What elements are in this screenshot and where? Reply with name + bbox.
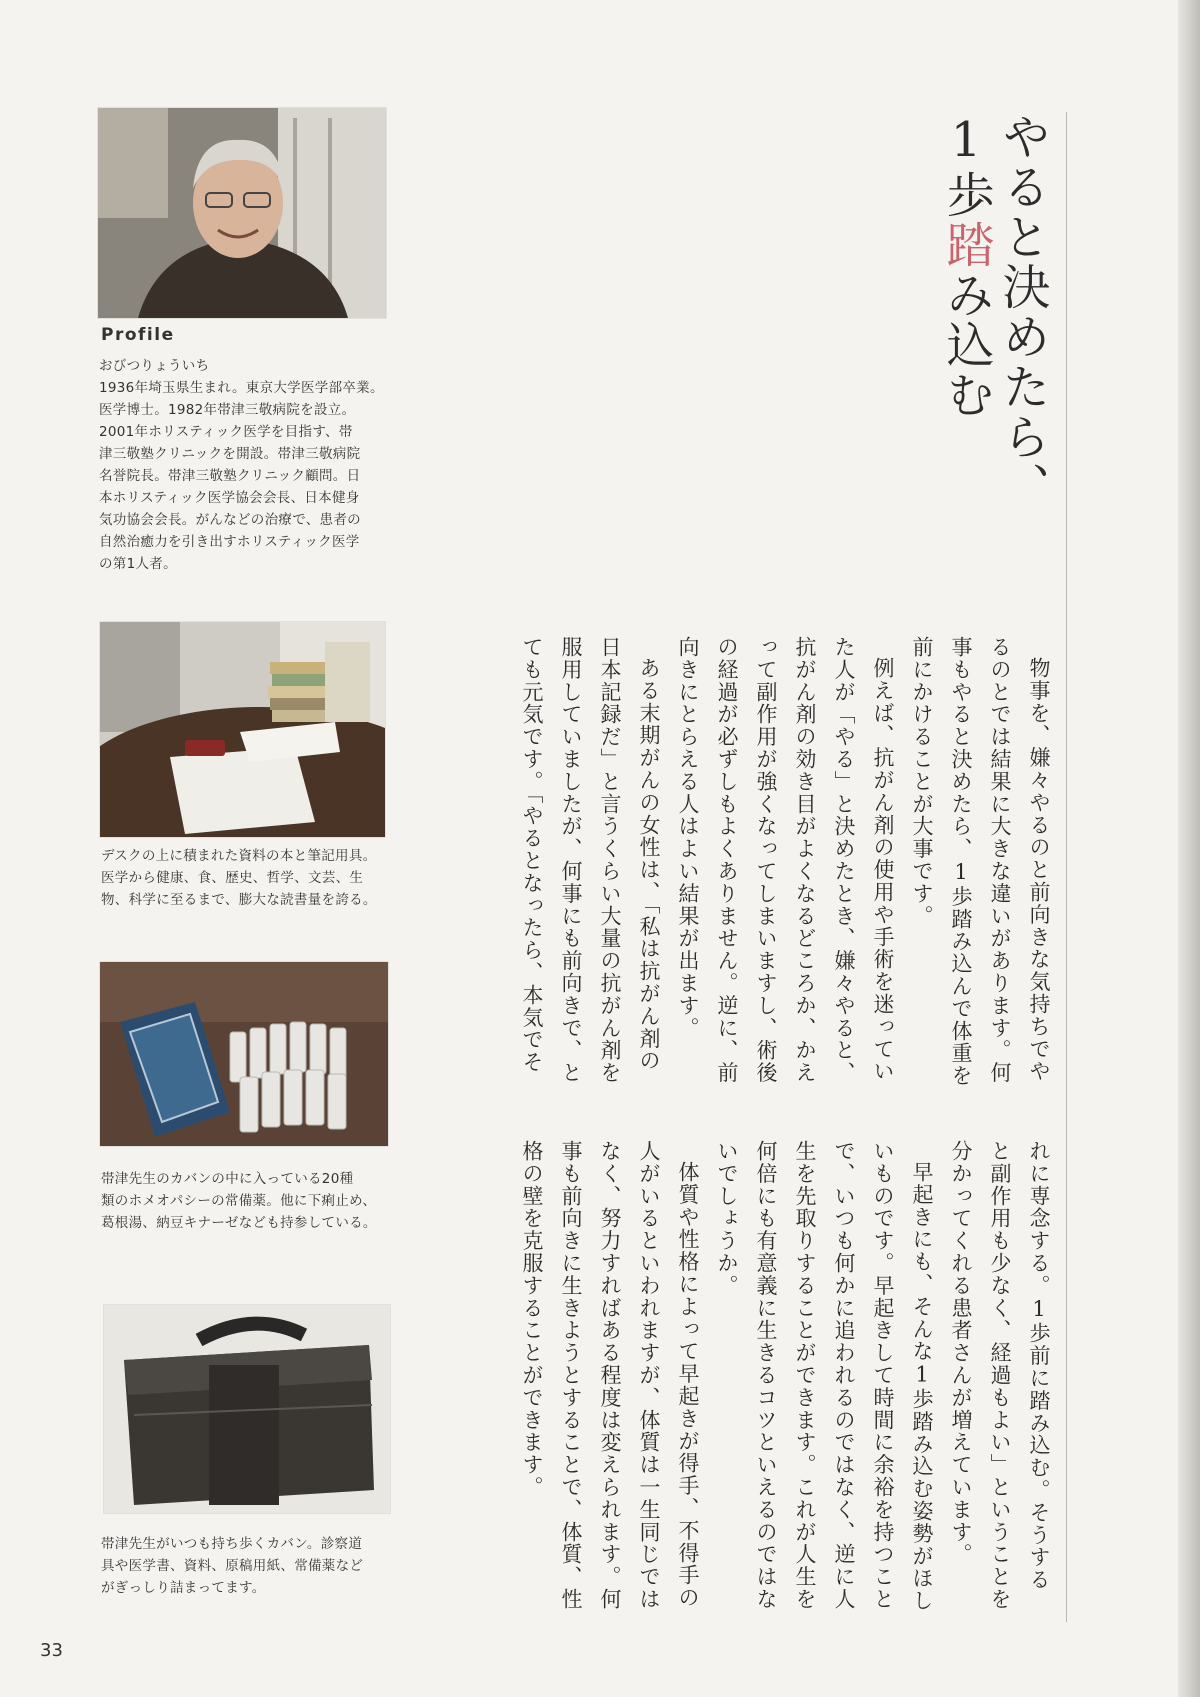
article-title [938,112,1050,632]
title-accent-char: 踏 [938,220,994,270]
body-paragraph: れに専念する。1歩前に踏み込む。そうすると副作用も少なく、経過もよい」ということを分かってくれる患者さんが増えています。 [949,1140,1051,1611]
doctor-bag-photo [104,1305,390,1513]
body-paragraph: ある末期がんの女性は、「私は抗がん剤の日本記録だ」と言うくらい大量の抗がん剤を服用していましたが、何事にも前向きで、とても元気です。「やるとなったら、本気でそ [520,636,661,1084]
body-text-top [512,636,1058,1091]
profile-text: おびつりょういち 1936年埼玉県生まれ。東京大学医学部卒業。 医学博士。1982年帯津三敬病院を設立。 2001年ホリスティック医学を目指す、帯 津三敬塾クリニックを開設。帯津三敬病院 名誉院長。帯津三敬塾クリニック顧問。日 本ホリスティック医学協会会長、日本健身 気功協会会長。がんなどの治療で、患者の 自然治癒力を引き出すホリスティック医学 の第1人者。 [99,358,384,572]
profile-heading: Profile [101,325,175,345]
remedy-bottles-photo [100,962,388,1146]
doctor-bag-caption: 帯津先生がいつも持ち歩くカバン。診察道 具や医学書、資料、原稿用紙、常備薬など がぎっしり詰まってます。 [101,1536,364,1596]
page-number: 33 [40,1640,63,1661]
page-edge [1178,0,1200,1697]
desk-caption: デスクの上に積まれた資料の本と筆記用具。 医学から健康、食、歴史、哲学、文芸、生 物、科学に至るまで、膨大な読書量を誇る。 [101,848,377,908]
body-paragraph: 例えば、抗がん剤の使用や手術を迷っていた人が「やる」と決めたとき、嫌々やると、抗がん剤の効き目がよくなるどころか、かえって副作用が強くなってしまいますし、術後の経過が必ずしもよくありません。逆に、前向きにとらえる人はよい結果が出ます。 [676,636,895,1084]
title-line-2: 1歩踏み込む [938,112,994,420]
body-paragraph: 体質や性格によって早起きが得手、不得手の人がいるといわれますが、体質は一生同じではなく、努力すればある程度は変えられます。何事も前向きに生きようとすることで、体質、性格の壁を克服することができます。 [520,1140,700,1611]
body-text-bottom [512,1140,1058,1612]
remedy-bottles-caption: 帯津先生のカバンの中に入っている20種 類のホメオパシーの常備薬。他に下痢止め、 葛根湯、納豆キナーゼなども持参している。 [101,1171,377,1231]
title-line-1: やると決めたら、 [994,112,1050,512]
title-rule [1066,112,1067,1622]
body-paragraph: 物事を、嫌々やるのと前向きな気持ちでやるのとでは結果に大きな違いがあります。何事もやると決めたら、1歩踏み込んで体重を前にかけることが大事です。 [910,636,1051,1087]
portrait-photo [98,108,386,318]
desk-photo [100,622,385,837]
body-paragraph: 早起きにも、そんな1歩踏み込む姿勢がほしいものです。早起きして時間に余裕を持つことで、いつも何かに追われるのではなく、逆に人生を先取りすることができます。これが人生を何倍にも有意義に生きるコツといえるのではないでしょうか。 [715,1140,934,1612]
